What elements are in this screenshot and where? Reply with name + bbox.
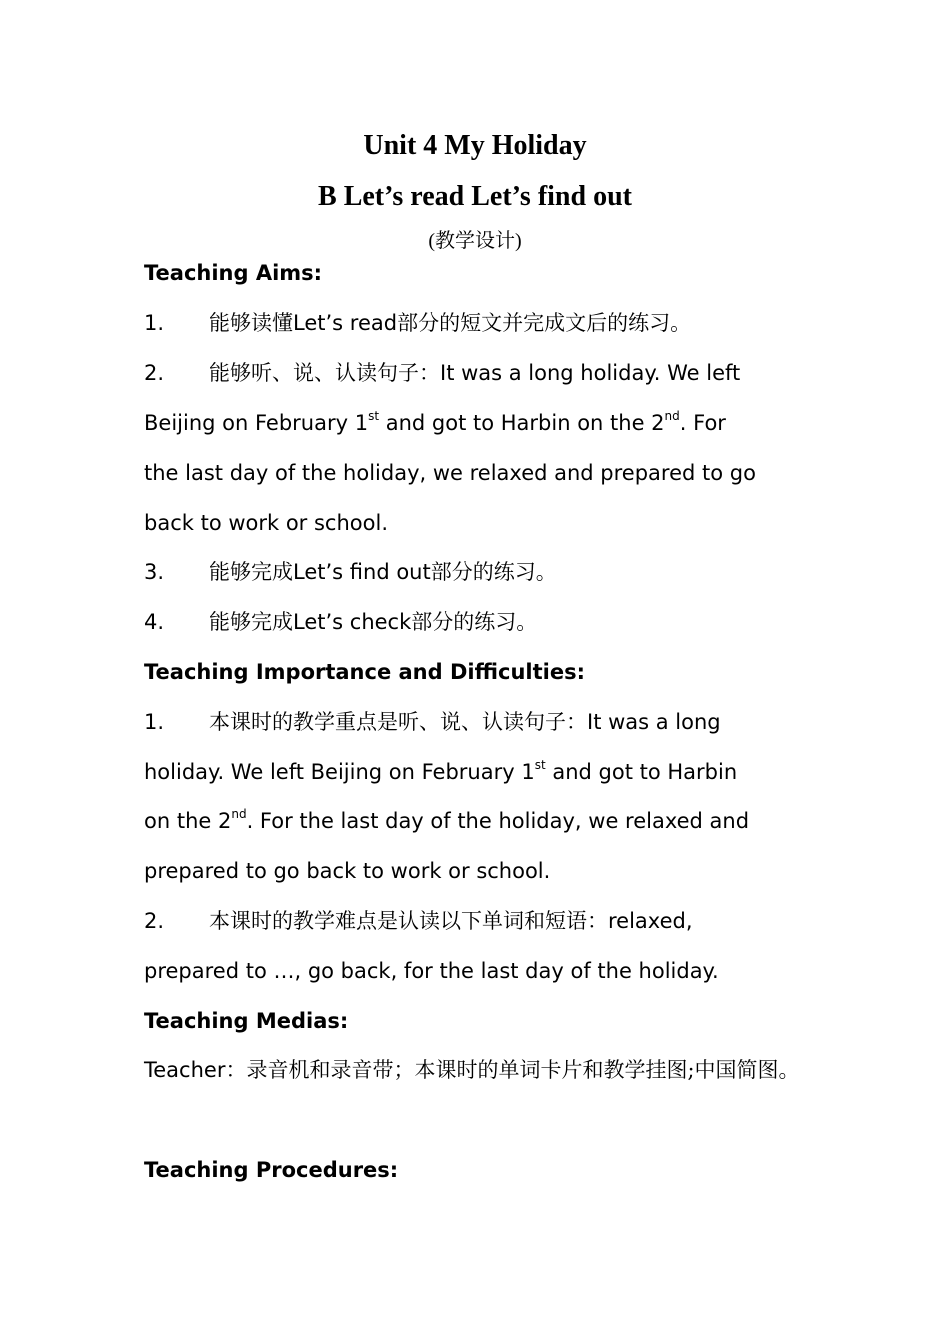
importance-item-2: 2. 本课时的教学难点是认读以下单词和短语：relaxed, [144, 909, 693, 933]
importance-item-1-line-3: on the 2nd. For the last day of the holiday, we relaxed and [144, 807, 750, 833]
medias-heading: Teaching Medias: [144, 1009, 349, 1033]
aim-item-2: 2. 能够听、说、认读句子：It was a long holiday. We left [144, 361, 741, 385]
aim-item-2-line-2: Beijing on February 1st and got to Harbin on the 2nd. For [144, 409, 726, 435]
aims-heading: Teaching Aims: [144, 261, 323, 285]
aim-item-2-line-3: the last day of the holiday, we relaxed and prepared to go [144, 461, 756, 485]
medias-text: Teacher：录音机和录音带；本课时的单词卡片和教学挂图;中国简图。 [144, 1058, 800, 1082]
aim-item-1: 1. 能够读懂Let’s read部分的短文并完成文后的练习。 [144, 311, 692, 335]
importance-item-1-line-4: prepared to go back to work or school. [144, 859, 551, 883]
aim-item-2-line-4: back to work or school. [144, 511, 388, 535]
doc-note: (教学设计) [428, 230, 522, 252]
importance-heading: Teaching Importance and Difficulties: [144, 660, 585, 684]
doc-subtitle: B Let’s read Let’s find out [318, 181, 632, 212]
importance-item-1-line-2: holiday. We left Beijing on February 1st and got to Harbin [144, 758, 738, 784]
importance-item-2-line-2: prepared to …, go back, for the last day of the holiday. [144, 959, 719, 983]
importance-item-1: 1. 本课时的教学重点是听、说、认读句子：It was a long [144, 710, 721, 734]
procedures-heading: Teaching Procedures: [144, 1158, 399, 1182]
aim-item-4: 4. 能够完成Let’s check部分的练习。 [144, 610, 538, 634]
doc-title: Unit 4 My Holiday [363, 130, 587, 161]
aim-item-3: 3. 能够完成Let’s find out部分的练习。 [144, 560, 557, 584]
